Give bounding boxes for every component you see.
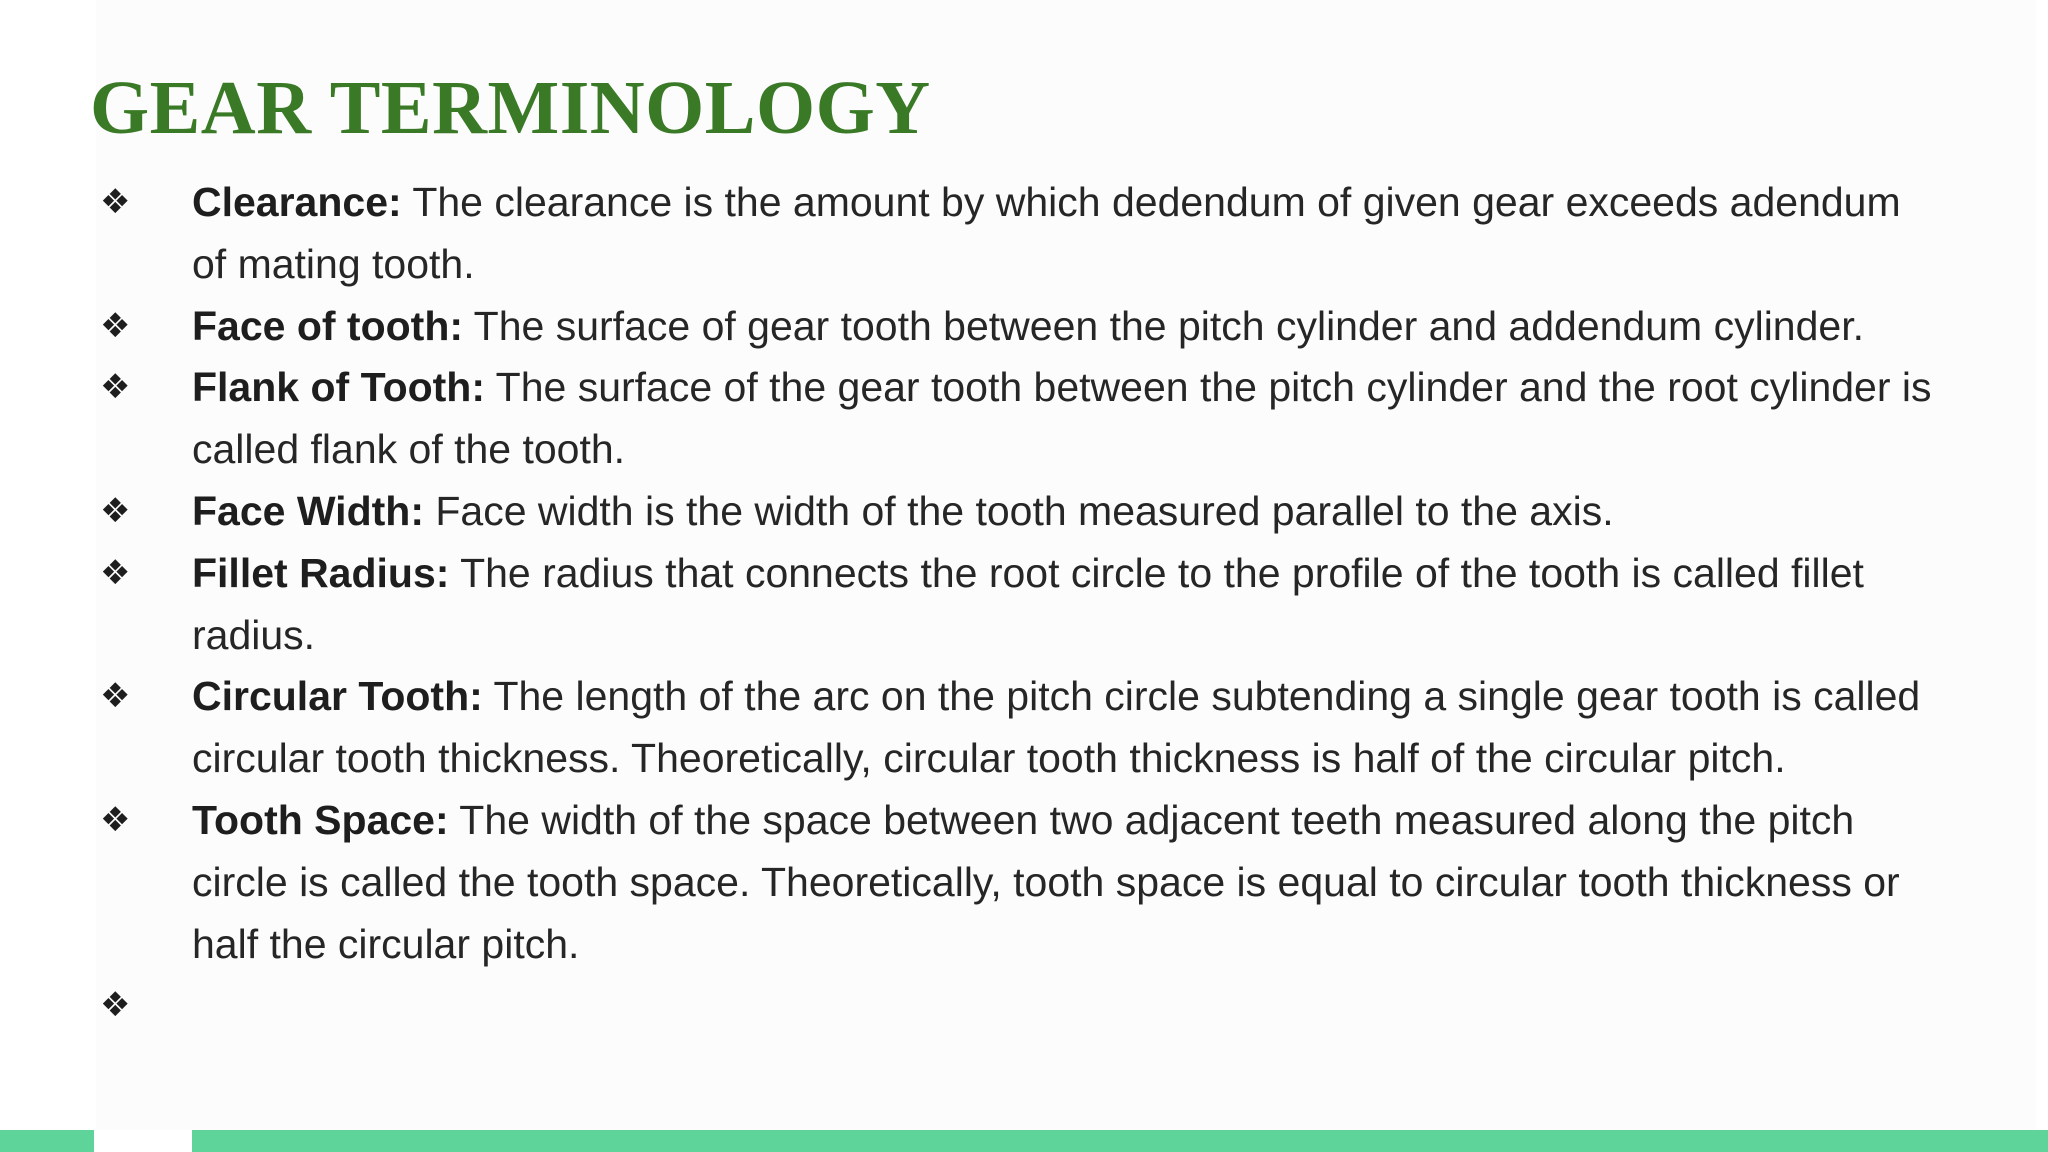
list-item-face-of-tooth — [0, 296, 2048, 358]
term-definition: The radius that connects the root circle to the profile of the tooth is called fillet radius. — [192, 549, 1864, 658]
bullet-icon: ❖ — [100, 799, 131, 840]
term-label: Face of tooth: — [192, 302, 464, 349]
bullet-icon: ❖ — [100, 676, 131, 717]
list-item-fillet-radius — [0, 543, 2048, 667]
bottom-accent-bar-left — [0, 1130, 94, 1152]
list-item-circular-tooth — [0, 666, 2048, 790]
bullet-icon: ❖ — [100, 552, 131, 593]
list-item-clearance — [0, 172, 2048, 296]
term-definition: The surface of gear tooth between the pitch cylinder and addendum cylinder. — [463, 302, 1864, 349]
term-label: Fillet Radius: — [192, 549, 450, 596]
term-definition: The surface of the gear tooth between the pitch cylinder and the root cylinder is called flank of the tooth. — [192, 364, 1932, 473]
list-item-empty — [0, 975, 2048, 1037]
term-definition: The width of the space between two adjacent teeth measured along the pitch circle is called the tooth space. Theoretically, tooth space is equal to circular tooth thickness or half the circular pitch. — [192, 796, 1900, 967]
list-item-face-width — [0, 481, 2048, 543]
list-item-tooth-space — [0, 790, 2048, 975]
terminology-list — [0, 172, 2048, 1037]
bullet-icon: ❖ — [100, 367, 131, 408]
bottom-accent-bar-right — [192, 1130, 2048, 1152]
bullet-icon: ❖ — [100, 182, 131, 222]
term-label: Clearance: — [192, 179, 402, 225]
term-definition: The length of the arc on the pitch circle subtending a single gear tooth is called circular tooth thickness. Theoretically, circular tooth thickness is half of the circular pitch. — [192, 673, 1921, 782]
bullet-icon: ❖ — [100, 985, 131, 1026]
term-label: Circular Tooth: — [192, 673, 483, 720]
term-label: Tooth Space: — [192, 796, 449, 843]
term-definition: The clearance is the amount by which dedendum of given gear exceeds adendum of mating tooth. — [192, 179, 1901, 287]
slide-title: GEAR TERMINOLOGY — [90, 66, 931, 150]
term-definition: Face width is the width of the tooth measured parallel to the axis. — [423, 487, 1614, 534]
bullet-icon: ❖ — [100, 305, 131, 346]
list-item-flank-of-tooth — [0, 357, 2048, 481]
term-label: Flank of Tooth: — [192, 364, 486, 411]
bullet-icon: ❖ — [100, 490, 131, 531]
term-label: Face Width: — [192, 487, 424, 534]
